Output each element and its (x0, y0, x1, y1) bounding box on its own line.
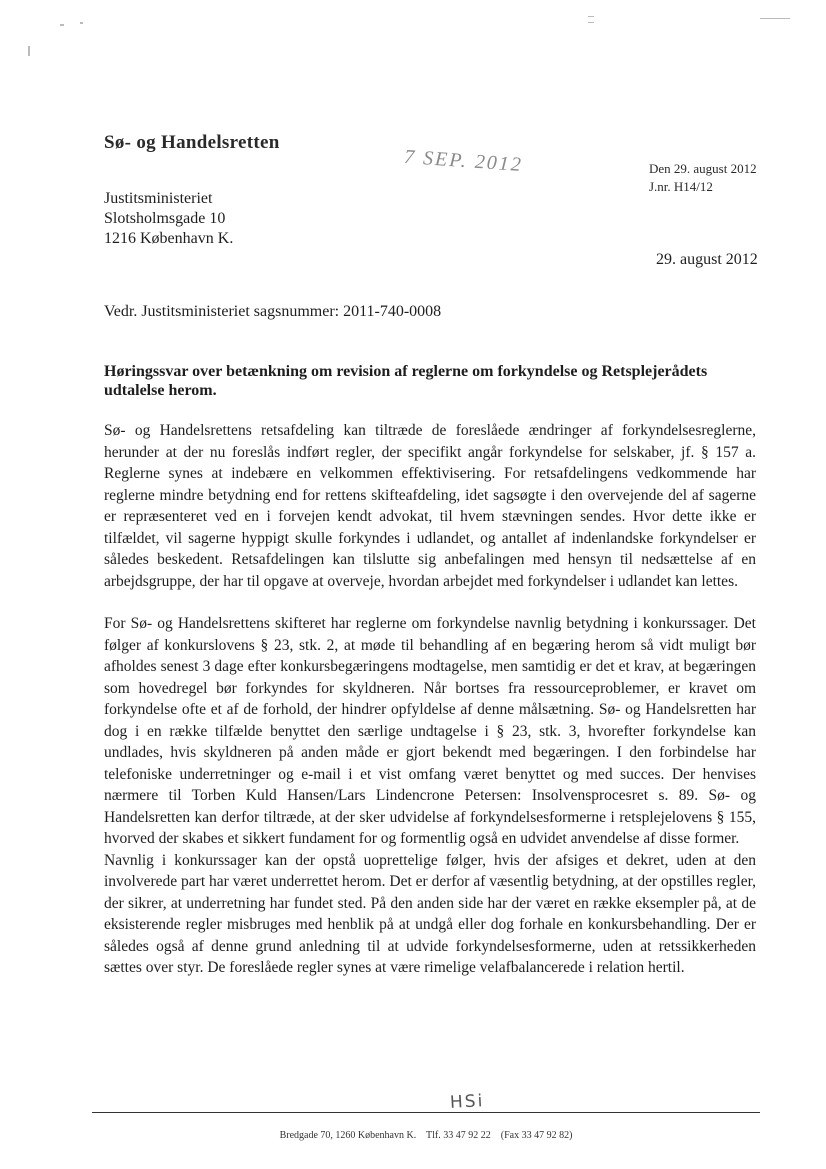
letter-date: 29. august 2012 (656, 251, 758, 268)
subject-heading: Høringssvar over betænkning om revision af reglerne om forkyndelse og Retsplejerådets udtalelse herom. (104, 363, 708, 399)
scan-mark (28, 46, 30, 56)
recipient-city: 1216 København K. (104, 230, 234, 247)
footer-phone: Tlf. 33 47 92 22 (426, 1130, 491, 1141)
court-name: Sø- og Handelsretten (104, 132, 280, 153)
scan-mark (588, 16, 594, 17)
recipient-address (104, 189, 233, 249)
scan-mark (60, 24, 64, 26)
footer-address: Bredgade 70, 1260 København K. (279, 1130, 417, 1141)
body-paragraph-3: Navnlig i konkurssager kan der opstå uoprettelige følger, hvis der afsiges et dekret, uden at den involverede part har været underrettet herom. Det er derfor af væsentlig betydning, at der opstilles regler, der sikrer, at underretning har fundet sted. På den anden side har der været en række eksempler på, at de eksisterende regler misbruges med henblik på at undgå eller dog forhale en konkursbehandling. Der er således også af denne grund anledning til at udvide forkyndelsesformerne, uden at retssikkerheden sættes over styr. De foreslåede regler synes at være rimelige velafbalancerede i relation hertil. (104, 851, 756, 976)
body-paragraph-1: Sø- og Handelsrettens retsafdeling kan tiltræde de foreslåede ændringer af forkyndelsesreglerne, herunder at der nu foreslås indført regler, der specifikt angår forkyndelse for selskaber, jf. § 157 a. Reglerne synes at indebære en velkommen effektivisering. For retsafdelingens vedkommende har reglerne mindre betydning end for rettens skifteafdeling, idet sagsøgte i den overvejende del af sagerne er repræsenteret ved en i forvejen kendt advokat, til hvem stævningen sendes. Hvor dette ikke er tilfældet, vil sagerne hyppigt skulle forkyndes i udlandet, og antallet af indenlandske forkyndelser er således beskedent. Retsafdelingen kan tilslutte sig anbefalingen med hensyn til nedsættelse af en arbejdsgruppe, der har til opgave at overveje, hvordan arbejdet med forkyndelser i udlandet kan lettes. (104, 422, 756, 590)
letter-body (104, 420, 756, 979)
recipient-street: Slotsholmsgade 10 (104, 210, 226, 227)
footer (92, 1130, 760, 1141)
scan-mark (760, 18, 790, 19)
footer-fax: (Fax 33 47 92 82) (500, 1130, 573, 1141)
signature-initials: HSi (449, 1091, 485, 1113)
scan-mark (80, 22, 83, 24)
journal-number: J.nr. H14/12 (649, 179, 713, 194)
footer-divider (92, 1112, 760, 1113)
case-reference: Vedr. Justitsministeriet sagsnummer: 2011-740-0008 (104, 303, 442, 320)
document-meta (649, 160, 757, 196)
date-line: Den 29. august 2012 (649, 161, 757, 176)
scan-mark (588, 22, 594, 23)
recipient-name: Justitsministeriet (104, 190, 213, 207)
body-paragraph-2: For Sø- og Handelsrettens skifteret har reglerne om forkyndelse navnlig betydning i konkurssager. Det følger af konkurslovens § 23, stk. 2, at møde til behandling af en begæring herom så vidt muligt bør afholdes senest 3 dage efter konkursbegæringens modtagelse, men samtidig er det et krav, at begæringen som hovedregel bør forkyndes for skyldneren. Når bortses fra ressourceproblemer, er kravet om forkyndelse ofte et af de forhold, der hindrer opfyldelse af denne målsætning. Sø- og Handelsretten har dog i en række tilfælde benyttet den særlige undtagelse i § 23, stk. 3, hvorefter forkyndelse kan undlades, hvis skyldneren på anden måde er gjort bekendt med begæringen. I den forbindelse har telefoniske underretninger og e-mail i et vist omfang været benyttet og med succes. Der henvises nærmere til Torben Kuld Hansen/Lars Lindencrone Petersen: Insolvensprocesret s. 89. Sø- og Handelsretten kan derfor tiltræde, at der sker udvidelse af forkyndelsesformerne i retsplejelovens § 155, hvorved der skabes et sikkert fundament for og formentlig også en udvidet anvendelse af disse former. (104, 615, 756, 847)
received-stamp: 7 SEP. 2012 (403, 145, 524, 177)
